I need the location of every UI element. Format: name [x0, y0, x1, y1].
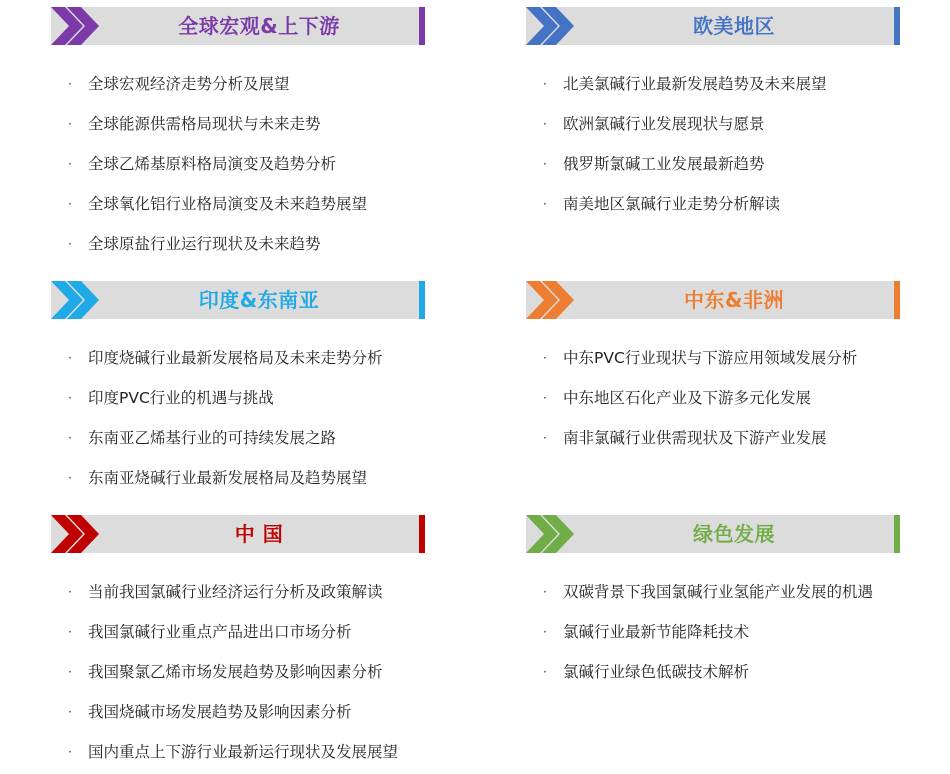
bullet: · [68, 197, 72, 211]
item-list [51, 338, 425, 498]
list-item-text: 氯碱行业绿色低碳技术解析 [563, 663, 750, 681]
list-item-text: 国内重点上下游行业最新运行现状及发展展望 [88, 743, 399, 761]
list-item [51, 64, 425, 104]
bullet: · [543, 625, 547, 639]
bullet: · [543, 391, 547, 405]
list-item [51, 612, 425, 652]
list-item-text: 印度PVC行业的机遇与挑战 [88, 389, 274, 407]
list-item [51, 418, 425, 458]
list-item-text: 全球原盐行业运行现状及未来趋势 [88, 235, 321, 253]
item-list [51, 64, 425, 264]
list-item [51, 144, 425, 184]
list-item [526, 184, 900, 224]
bullet: · [543, 77, 547, 91]
list-item-text: 俄罗斯氯碱工业发展最新趋势 [563, 155, 765, 173]
bullet: · [543, 197, 547, 211]
bullet: · [68, 77, 72, 91]
list-item [526, 612, 900, 652]
list-item-text: 印度烧碱行业最新发展格局及未来走势分析 [88, 349, 383, 367]
section-title: 欧美地区 [693, 14, 775, 38]
section-title: 全球宏观&上下游 [178, 14, 340, 38]
list-item-text: 全球氧化铝行业格局演变及未来趋势展望 [88, 195, 368, 213]
accent-bar [419, 7, 425, 45]
double-chevron-right-icon [51, 515, 99, 553]
section-banner [526, 281, 900, 319]
list-item-text: 双碳背景下我国氯碱行业氢能产业发展的机遇 [563, 583, 874, 601]
section-title: 绿色发展 [693, 522, 775, 546]
list-item [526, 652, 900, 692]
section-banner [51, 281, 425, 319]
list-item-text: 我国烧碱市场发展趋势及影响因素分析 [88, 703, 352, 721]
list-item [526, 572, 900, 612]
list-item-text: 北美氯碱行业最新发展趋势及未来展望 [563, 75, 827, 93]
double-chevron-right-icon [526, 281, 574, 319]
section-global [51, 7, 425, 264]
list-item [526, 418, 900, 458]
list-item-text: 全球乙烯基原料格局演变及趋势分析 [88, 155, 337, 173]
bullet: · [543, 431, 547, 445]
list-item [51, 652, 425, 692]
bullet: · [68, 471, 72, 485]
list-item-text: 东南亚烧碱行业最新发展格局及趋势展望 [88, 469, 368, 487]
item-list [526, 338, 900, 458]
bullet: · [68, 431, 72, 445]
list-item [51, 692, 425, 732]
section-europe-america [526, 7, 900, 224]
bullet: · [543, 585, 547, 599]
double-chevron-right-icon [526, 515, 574, 553]
list-item [526, 104, 900, 144]
accent-bar [894, 7, 900, 45]
list-item-text: 南美地区氯碱行业走势分析解读 [563, 195, 781, 213]
bullet: · [68, 157, 72, 171]
item-list [526, 64, 900, 224]
double-chevron-right-icon [51, 7, 99, 45]
list-item [51, 732, 425, 772]
list-item-text: 我国聚氯乙烯市场发展趋势及影响因素分析 [88, 663, 383, 681]
double-chevron-right-icon [51, 281, 99, 319]
list-item-text: 中东PVC行业现状与下游应用领域发展分析 [563, 349, 858, 367]
list-item [51, 572, 425, 612]
list-item-text: 全球能源供需格局现状与未来走势 [88, 115, 321, 133]
bullet: · [68, 625, 72, 639]
accent-bar [894, 515, 900, 553]
section-banner [51, 7, 425, 45]
list-item-text: 东南亚乙烯基行业的可持续发展之路 [88, 429, 337, 447]
bullet: · [68, 585, 72, 599]
bullet: · [68, 237, 72, 251]
accent-bar [894, 281, 900, 319]
list-item [526, 378, 900, 418]
section-banner [51, 515, 425, 553]
bullet: · [68, 705, 72, 719]
list-item-text: 当前我国氯碱行业经济运行分析及政策解读 [88, 583, 383, 601]
accent-bar [419, 515, 425, 553]
accent-bar [419, 281, 425, 319]
section-banner [526, 515, 900, 553]
list-item-text: 我国氯碱行业重点产品进出口市场分析 [88, 623, 352, 641]
list-item-text: 全球宏观经济走势分析及展望 [88, 75, 290, 93]
list-item-text: 氯碱行业最新节能降耗技术 [563, 623, 750, 641]
item-list [526, 572, 900, 692]
list-item [51, 458, 425, 498]
list-item [51, 338, 425, 378]
bullet: · [68, 391, 72, 405]
section-title: 中东&非洲 [684, 288, 784, 312]
bullet: · [543, 117, 547, 131]
bullet: · [543, 157, 547, 171]
section-title: 中 国 [234, 522, 284, 546]
bullet: · [543, 351, 547, 365]
section-title: 印度&东南亚 [198, 288, 320, 312]
bullet: · [543, 665, 547, 679]
section-india-sea [51, 281, 425, 498]
bullet: · [68, 351, 72, 365]
list-item [526, 144, 900, 184]
list-item-text: 南非氯碱行业供需现状及下游产业发展 [563, 429, 827, 447]
section-banner [526, 7, 900, 45]
section-green-development [526, 515, 900, 692]
bullet: · [68, 745, 72, 759]
list-item-text: 中东地区石化产业及下游多元化发展 [563, 389, 812, 407]
section-china [51, 515, 425, 772]
item-list [51, 572, 425, 772]
list-item [51, 224, 425, 264]
list-item [51, 104, 425, 144]
list-item [51, 378, 425, 418]
list-item [526, 64, 900, 104]
list-item-text: 欧洲氯碱行业发展现状与愿景 [563, 115, 765, 133]
list-item [526, 338, 900, 378]
double-chevron-right-icon [526, 7, 574, 45]
list-item [51, 184, 425, 224]
section-middle-east-africa [526, 281, 900, 458]
bullet: · [68, 665, 72, 679]
bullet: · [68, 117, 72, 131]
